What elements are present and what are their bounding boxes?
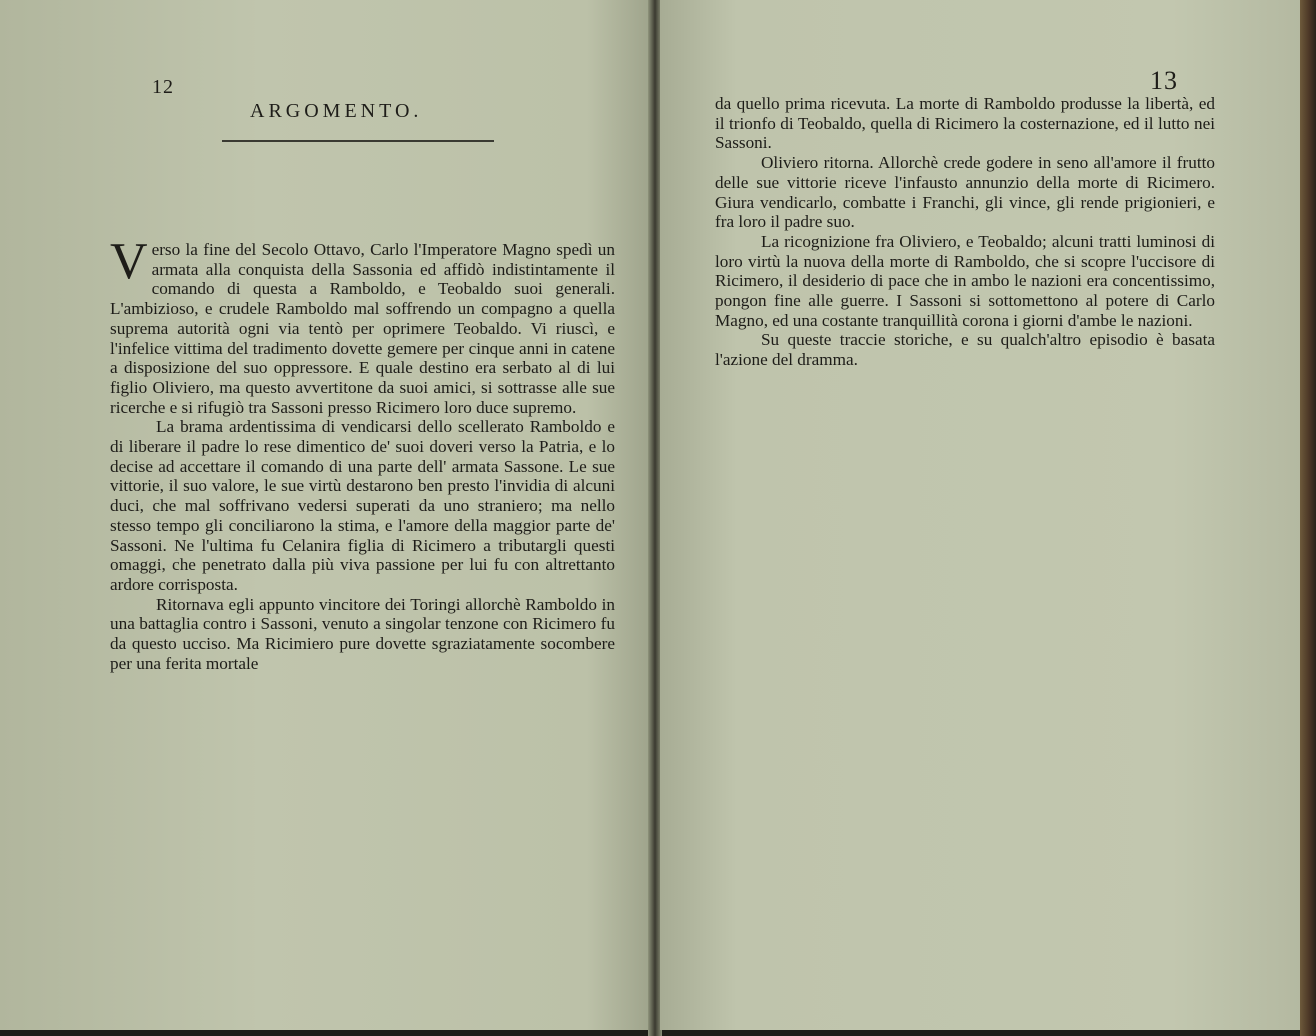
right-paragraph-1: da quello prima ricevuta. La morte di Ramboldo produsse la libertà, ed il trionfo di Teobaldo, quella di Ricimero la costernazione, ed il lutto nei Sassoni. <box>715 94 1215 153</box>
page-number-left: 12 <box>152 76 174 98</box>
right-paragraph-4: Su queste traccie storiche, e su qualch'altro episodio è basata l'azione del dramma. <box>715 330 1215 370</box>
left-paragraph-2: La brama ardentissima di vendicarsi dello scellerato Ramboldo e di liberare il padre lo rese dimentico de' suoi doveri verso la Patria, e lo decise ad accettare il comando di una parte dell' armata Sassone. Le sue vittorie, il suo valore, le sue virtù destarono ben presto l'invidia di alcuni duci, che mal soffrivano vedersi superati da uno straniero; ma nello stesso tempo gli conciliarono la stima, e l'amore della maggior parte de' Sassoni. Ne l'ultima fu Celanira figlia di Ricimero a tributargli questi omaggi, che penetrato dalla più viva passione per lui fu con altrettanto ardore corrisposta. <box>110 417 615 594</box>
page-number-right: 13 <box>1150 66 1178 95</box>
right-paragraph-2: Oliviero ritorna. Allorchè crede godere in seno all'amore il frutto delle sue vittorie riceve l'infausto annunzio della morte di Ricimero. Giura vendicarlo, combatte i Franchi, gli vince, gli rende prigionieri, e fra loro il padre suo. <box>715 153 1215 232</box>
left-paragraph-3: Ritornava egli appunto vincitore dei Toringi allorchè Ramboldo in una battaglia contro i Sassoni, venuto a singolar tenzone con Ricimero fu da questo ucciso. Ma Ricimiero pure dovette sgraziatamente socombere per una ferita mortale <box>110 594 615 673</box>
right-body-text <box>715 94 1215 370</box>
left-paragraph-1 <box>110 233 615 417</box>
chapter-heading: ARGOMENTO. <box>250 100 423 122</box>
heading-rule <box>222 140 494 142</box>
drop-cap: V <box>110 233 148 290</box>
left-paragraph-1-text: erso la fine del Secolo Ottavo, Carlo l'Imperatore Magno spedì un armata alla conquista della Sassonia ed affidò indistintamente il comando di questa a Ramboldo, e Teobaldo suoi generali. L'ambizioso, e crudele Ramboldo mal soffrendo un compagno a quella suprema autorità ogni via tentò per oprimere Teobaldo. Vi riuscì, e l'infelice vittima del tradimento dovette gemere per cinque anni in catene a disposizione del suo oppressore. E quale destino era serbato al di lui figlio Oliviero, ma questo avvertitone da suoi amici, si sottrasse alle sue ricerche e si rifugiò tra Sassoni presso Ricimero loro duce supremo. <box>110 240 615 417</box>
right-paragraph-3: La ricognizione fra Oliviero, e Teobaldo; alcuni tratti luminosi di loro virtù la nuova della morte di Ramboldo, che si scopre l'uccisore di Ricimero, il desiderio di pace che in ambo le nazioni era concentissimo, pongon fine alle guerre. I Sassoni si sottomettono al potere di Carlo Magno, ed una costante tranquillità corona i giorni d'ambe le nazioni. <box>715 231 1215 330</box>
left-page <box>0 0 652 1030</box>
right-page <box>660 0 1300 1030</box>
book-edge <box>1300 0 1316 1036</box>
left-body-text <box>110 233 615 673</box>
